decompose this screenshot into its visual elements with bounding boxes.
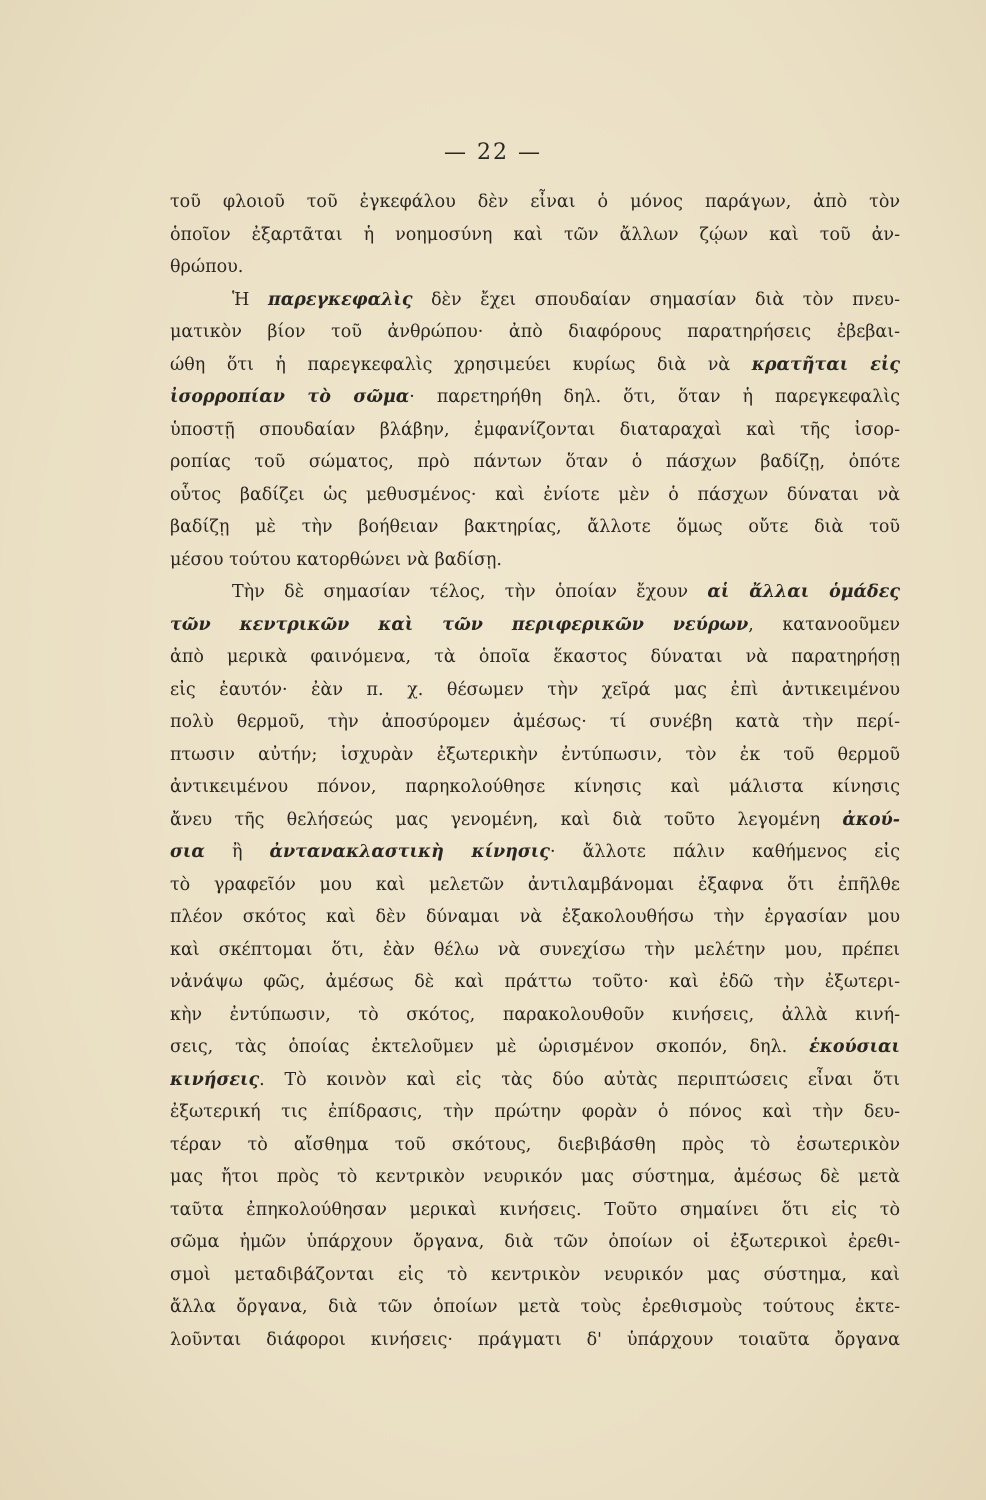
- text-line: [170, 901, 900, 934]
- text-segment: μας ἤτοι πρὸς τὸ κεντρικὸν νευρικόν μας σύστημα, ἀμέσως δὲ μετὰ: [170, 1167, 900, 1187]
- text-line: [170, 414, 900, 447]
- text-segment: τοῦ φλοιοῦ τοῦ ἐγκεφάλου δὲν εἶναι ὁ μόνος παράγων, ἀπὸ τὸν: [170, 192, 900, 212]
- text-line: [170, 836, 900, 869]
- text-segment: λοῦνται διάφοροι κινήσεις· πράγματι δ' ὑπάρχουν τοιαῦτα ὄργανα: [170, 1329, 900, 1350]
- text-line: [170, 1324, 900, 1357]
- text-line: [170, 479, 900, 512]
- text-line: [170, 641, 900, 674]
- text-line: [170, 349, 900, 382]
- text-line: [170, 251, 900, 284]
- text-line: [170, 1291, 900, 1324]
- text-line: [170, 1096, 900, 1129]
- emphasized-term: τῶν κεντρικῶν καὶ τῶν περιφερικῶν νεύρων: [170, 614, 749, 635]
- text-line: [170, 804, 900, 837]
- text-line: [170, 869, 900, 902]
- emphasized-term: κρατῆται εἰς: [751, 354, 900, 375]
- text-line: [170, 219, 900, 252]
- text-segment: σῶμα ἡμῶν ὑπάρχουν ὄργανα, διὰ τῶν ὁποίων οἱ ἐξωτερικοὶ ἐρεθι-: [170, 1232, 900, 1252]
- text-line: [170, 186, 900, 219]
- emphasized-term: ἑκούσιαι: [809, 1037, 900, 1057]
- text-segment: δὲν ἔχει σπουδαίαν σημασίαν διὰ τὸν πνευ-: [412, 289, 900, 310]
- text-segment: σμοὶ μεταδιβάζονται εἰς τὸ κεντρικὸν νευρικόν μας σύστημα, καὶ: [170, 1264, 900, 1285]
- text-line: [170, 544, 900, 577]
- emphasized-term: σια: [170, 842, 205, 862]
- text-segment: οὗτος βαδίζει ὡς μεθυσμένος· καὶ ἐνίοτε μὲν ὁ πάσχων δύναται νὰ: [170, 484, 900, 505]
- text-segment: , κατανοοῦμεν: [748, 614, 900, 635]
- page-number: — 22 —: [444, 140, 542, 165]
- text-segment: πλέον σκότος καὶ δὲν δύναμαι νὰ ἐξακολουθήσω τὴν ἐργασίαν μου: [170, 907, 900, 927]
- text-segment: ώθη ὅτι ἡ παρεγκεφαλὶς χρησιμεύει κυρίως διὰ νὰ: [170, 354, 752, 375]
- text-line: [170, 609, 900, 642]
- text-line: [170, 1226, 900, 1259]
- text-line: [170, 674, 900, 707]
- text-segment: ἄνευ τῆς θελήσεώς μας γενομένη, καὶ διὰ τοῦτο λεγομένη: [170, 809, 843, 830]
- text-line: [170, 1031, 900, 1064]
- text-segment: ἀπὸ μερικὰ φαινόμενα, τὰ ὁποῖα ἕκαστος δύναται νὰ παρατηρήσῃ: [170, 647, 900, 667]
- emphasized-term: κινήσεις: [170, 1069, 260, 1090]
- text-segment: ἄλλα ὄργανα, διὰ τῶν ὁποίων μετὰ τοὺς ἐρεθισμοὺς τούτους ἐκτε-: [170, 1297, 900, 1317]
- text-segment: τέραν τὸ αἴσθημα τοῦ σκότους, διεβιβάσθη πρὸς τὸ ἐσωτερικὸν: [170, 1134, 900, 1155]
- emphasized-term: ἀκού-: [842, 809, 900, 830]
- text-line: [170, 999, 900, 1032]
- text-line: [170, 771, 900, 804]
- text-segment: σεις, τὰς ὁποίας ἐκτελοῦμεν μὲ ὡρισμένον σκοπόν, δηλ.: [170, 1037, 810, 1057]
- text-segment: καὶ σκέπτομαι ὅτι, ἐὰν θέλω νὰ συνεχίσω τὴν μελέτην μου, πρέπει: [170, 939, 900, 960]
- text-line: [170, 381, 900, 414]
- text-line: [170, 284, 900, 317]
- text-line: [170, 511, 900, 544]
- text-line: [170, 1194, 900, 1227]
- text-line: [170, 316, 900, 349]
- emphasized-term: παρεγκεφαλὶς: [267, 289, 413, 310]
- text-line: [170, 706, 900, 739]
- text-line: [170, 934, 900, 967]
- text-segment: ὁποῖον ἐξαρτᾶται ἡ νοημοσύνη καὶ τῶν ἄλλων ζῴων καὶ τοῦ ἀν-: [170, 224, 900, 245]
- emphasized-term: αἱ ἄλλαι ὁμάδες: [707, 582, 900, 602]
- text-line: [170, 1129, 900, 1162]
- text-line: [170, 1259, 900, 1292]
- text-segment: εἰς ἑαυτόν· ἐὰν π. χ. θέσωμεν τὴν χεῖρά μας ἐπὶ ἀντικειμένου: [170, 679, 900, 700]
- text-segment: ὑποστῇ σπουδαίαν βλάβην, ἐμφανίζονται διαταραχαὶ καὶ τῆς ἰσορ-: [170, 419, 900, 440]
- text-line: [170, 446, 900, 479]
- text-segment: . Τὸ κοινὸν καὶ εἰς τὰς δύο αὐτὰς περιπτώσεις εἶναι ὅτι: [259, 1069, 900, 1090]
- text-segment: · ἄλλοτε πάλιν καθήμενος εἰς: [549, 842, 900, 862]
- text-segment: ἐξωτερική τις ἐπίδρασις, τὴν πρώτην φορὰν ὁ πόνος καὶ τὴν δευ-: [170, 1102, 900, 1122]
- text-segment: ἢ: [204, 842, 270, 862]
- text-segment: ροπίας τοῦ σώματος, πρὸ πάντων ὅταν ὁ πάσχων βαδίζῃ, ὁπότε: [170, 452, 900, 472]
- emphasized-term: ἀντανακλαστικὴ κίνησις: [269, 842, 550, 862]
- text-segment: ματικὸν βίον τοῦ ἀνθρώπου· ἀπὸ διαφόρους παρατηρήσεις ἐβεβαι-: [170, 322, 900, 342]
- text-segment: νἀνάψω φῶς, ἀμέσως δὲ καὶ πράττω τοῦτο· καὶ ἐδῶ τὴν ἐξωτερι-: [170, 972, 900, 992]
- text-line: [170, 1064, 900, 1097]
- body-text: [170, 186, 900, 1356]
- text-segment: μέσου τούτου κατορθώνει νὰ βαδίσῃ.: [170, 549, 502, 570]
- text-segment: Τὴν δὲ σημασίαν τέλος, τὴν ὁποίαν ἔχουν: [232, 582, 708, 602]
- text-segment: βαδίζῃ μὲ τὴν βοήθειαν βακτηρίας, ἄλλοτε ὅμως οὔτε διὰ τοῦ: [170, 517, 900, 537]
- text-segment: θρώπου.: [170, 257, 244, 277]
- text-segment: τὸ γραφεῖόν μου καὶ μελετῶν ἀντιλαμβάνομαι ἐξαφνα ὅτι ἐπῆλθε: [170, 874, 900, 895]
- text-line: [170, 966, 900, 999]
- text-segment: πολὺ θερμοῦ, τὴν ἀποσύρομεν ἀμέσως· τί συνέβη κατὰ τὴν περί-: [170, 712, 900, 732]
- text-line: [170, 739, 900, 772]
- emphasized-term: ἰσορροπίαν τὸ σῶμα: [170, 387, 410, 407]
- text-line: [170, 1161, 900, 1194]
- text-segment: Ἡ: [232, 289, 268, 310]
- text-segment: πτωσιν αὐτήν; ἰσχυρὰν ἐξωτερικὴν ἐντύπωσιν, τὸν ἐκ τοῦ θερμοῦ: [170, 744, 900, 765]
- text-line: [170, 576, 900, 609]
- text-segment: κὴν ἐντύπωσιν, τὸ σκότος, παρακολουθοῦν κινήσεις, ἀλλὰ κινή-: [170, 1004, 900, 1025]
- text-segment: ταῦτα ἐπηκολούθησαν μερικαὶ κινήσεις. Τοῦτο σημαίνει ὅτι εἰς τὸ: [170, 1199, 900, 1220]
- text-segment: ἀντικειμένου πόνον, παρηκολούθησε κίνησις καὶ μάλιστα κίνησις: [170, 777, 900, 797]
- text-segment: · παρετηρήθη δηλ. ὅτι, ὅταν ἡ παρεγκεφαλὶς: [409, 387, 900, 407]
